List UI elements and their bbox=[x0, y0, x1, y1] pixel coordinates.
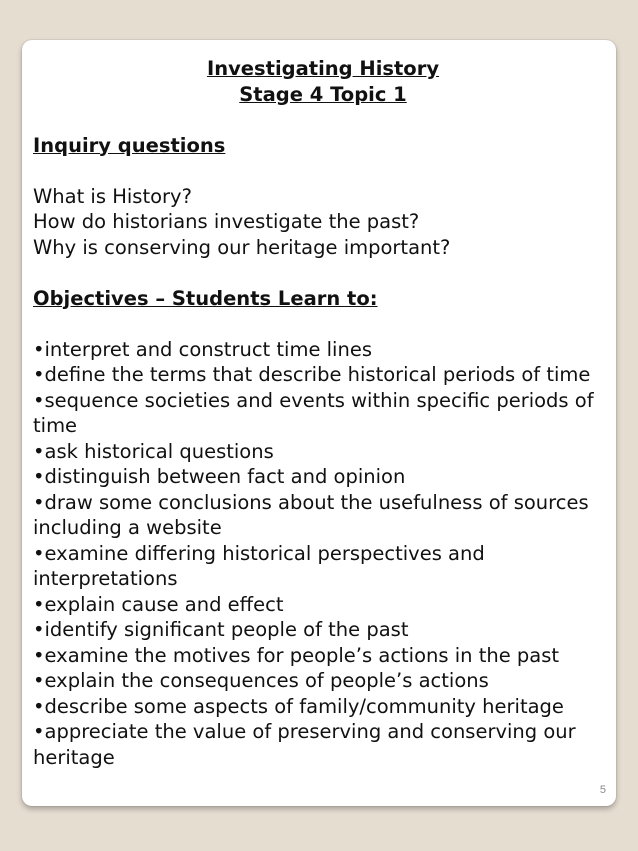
objective-item: •draw some conclusions about the usefulness of sources including a website bbox=[33, 490, 589, 539]
page-number: 5 bbox=[599, 784, 606, 796]
objective-item: •examine the motives for people’s actions in the past bbox=[33, 643, 560, 667]
inquiry-question: Why is conserving our heritage important? bbox=[33, 235, 451, 259]
objective-item: •examine differing historical perspectives and interpretations bbox=[33, 541, 485, 590]
objective-item: •ask historical questions bbox=[33, 439, 274, 463]
objective-item: •sequence societies and events within specific periods of time bbox=[33, 388, 594, 437]
objectives-heading: Objectives – Students Learn to: bbox=[33, 286, 378, 310]
spacer bbox=[33, 158, 613, 184]
inquiry-question: How do historians investigate the past? bbox=[33, 210, 420, 233]
slide-content bbox=[33, 56, 613, 770]
objective-item: •interpret and construct time lines bbox=[33, 337, 372, 361]
objective-item: •identify significant people of the past bbox=[33, 618, 409, 641]
spacer bbox=[33, 107, 613, 133]
objective-item: •explain the consequences of people’s actions bbox=[33, 669, 489, 692]
objectives-list bbox=[33, 337, 613, 771]
slide bbox=[22, 40, 616, 806]
objective-item: •define the terms that describe historical periods of time bbox=[33, 363, 591, 386]
objective-item: •appreciate the value of preserving and conserving our heritage bbox=[33, 720, 576, 769]
objective-item: •explain cause and effect bbox=[33, 592, 284, 616]
objective-item: •describe some aspects of family/community heritage bbox=[33, 694, 564, 718]
slide-title-line2: Stage 4 Topic 1 bbox=[239, 82, 407, 106]
spacer bbox=[33, 260, 613, 286]
inquiry-question: What is History? bbox=[33, 184, 192, 208]
inquiry-heading: Inquiry questions bbox=[33, 133, 226, 157]
spacer bbox=[33, 311, 613, 337]
slide-title-line1: Investigating History bbox=[206, 57, 440, 80]
objective-item: •distinguish between fact and opinion bbox=[33, 465, 406, 488]
